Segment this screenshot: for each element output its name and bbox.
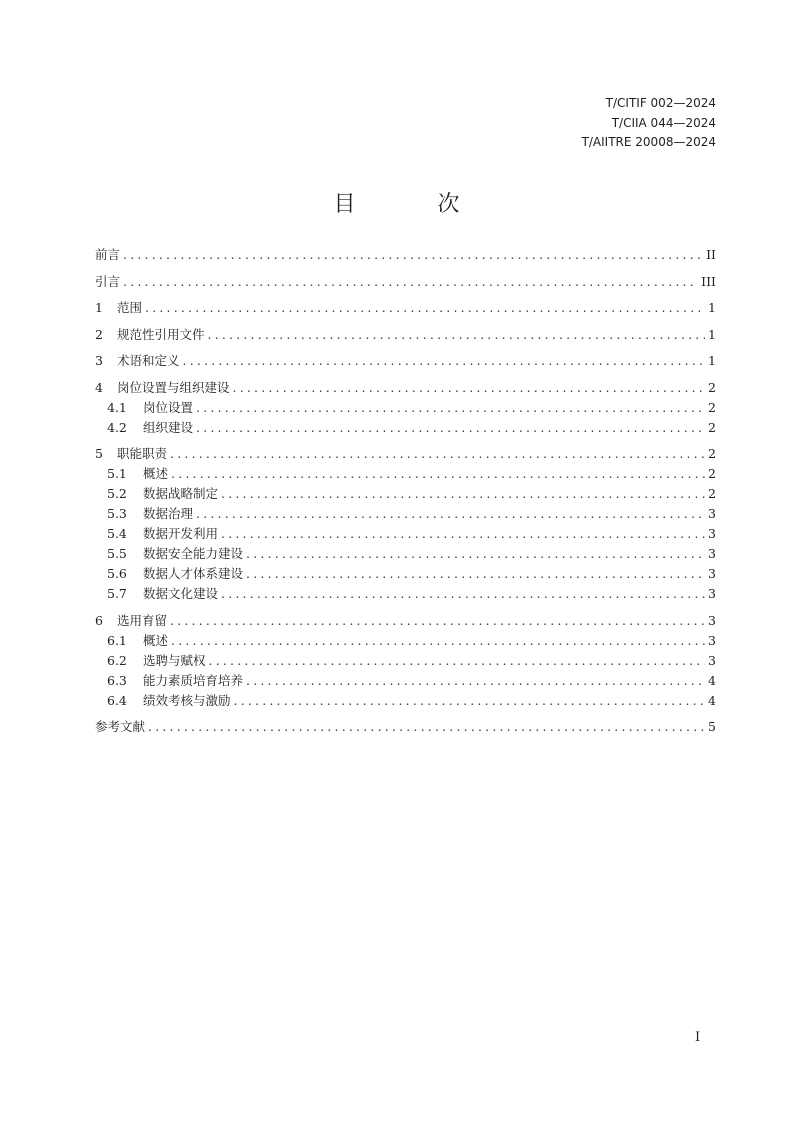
- toc-dot-leader: [208, 325, 706, 345]
- toc-entry-page: 1: [708, 300, 716, 315]
- toc-dot-leader: [246, 544, 705, 564]
- toc-entry[interactable]: [95, 464, 716, 484]
- toc-entry[interactable]: [95, 245, 716, 265]
- toc-entry-label: 职能职责: [117, 446, 168, 461]
- toc-entry-label: 概述: [143, 466, 169, 481]
- toc-dot-leader: [221, 584, 705, 604]
- toc-dot-leader: [171, 631, 705, 651]
- toc-entry-number: 1: [95, 300, 103, 315]
- toc-entry-number: 6.1: [107, 632, 127, 648]
- toc-entry-page: 1: [708, 353, 716, 368]
- toc-dot-leader: [233, 378, 706, 398]
- standard-codes: [582, 94, 716, 153]
- toc-entry[interactable]: [95, 398, 716, 418]
- toc-entry-number: 4.2: [107, 419, 127, 435]
- toc-entry[interactable]: [95, 611, 716, 631]
- toc-entry-page: 3: [708, 546, 716, 561]
- toc-dot-leader: [183, 351, 706, 371]
- toc-entry-label: 前言: [95, 247, 121, 262]
- standard-code: T/CIIA 044—2024: [611, 115, 716, 130]
- toc-entry-label: 绩效考核与激励: [143, 692, 231, 708]
- toc-entry[interactable]: [95, 524, 716, 544]
- toc-entry-label: 规范性引用文件: [117, 326, 205, 342]
- toc-entry-label: 选用育留: [117, 612, 168, 628]
- toc-dot-leader: [148, 717, 705, 737]
- toc-dot-leader: [246, 564, 705, 584]
- toc-entry-number: 4.1: [107, 399, 127, 415]
- toc-entry-label: 数据开发利用: [143, 526, 219, 541]
- toc-dot-leader: [221, 484, 705, 504]
- toc-entry-number: 5.4: [107, 526, 127, 541]
- toc-entry-label: 数据安全能力建设: [143, 546, 244, 561]
- toc-dot-leader: [234, 691, 706, 711]
- toc-entry[interactable]: [95, 564, 716, 584]
- toc-entry-page: 2: [708, 486, 716, 501]
- toc-entry-label: 引言: [95, 273, 121, 289]
- toc-entry-label: 数据文化建设: [143, 586, 219, 601]
- toc-entry-page: 3: [708, 612, 716, 628]
- toc-entry[interactable]: [95, 671, 716, 691]
- toc-dot-leader: [196, 504, 705, 524]
- toc-entry-page: 2: [708, 399, 716, 415]
- toc-entry-label: 术语和定义: [117, 353, 180, 368]
- page-number: I: [695, 1030, 701, 1045]
- toc-entry[interactable]: [95, 651, 716, 671]
- toc-entry-page: 1: [708, 326, 716, 342]
- toc-dot-leader: [145, 298, 705, 318]
- toc-entry[interactable]: [95, 544, 716, 564]
- toc-entry-number: 3: [95, 353, 103, 368]
- toc-entry[interactable]: [95, 351, 716, 371]
- toc-entry-label: 概述: [143, 632, 169, 648]
- toc-entry-number: 6.3: [107, 672, 127, 688]
- toc-entry-page: 3: [708, 652, 716, 668]
- toc-entry-page: 3: [708, 632, 716, 648]
- toc-entry-label: 岗位设置与组织建设: [117, 379, 230, 395]
- toc-entry-number: 5.1: [107, 466, 127, 481]
- toc-entry-page: 3: [708, 506, 716, 521]
- toc-entry-page: 5: [708, 719, 716, 734]
- toc-entry-page: 4: [708, 672, 716, 688]
- table-of-contents: [95, 245, 716, 737]
- page-title: 目 次: [333, 192, 490, 217]
- toc-dot-leader: [221, 524, 705, 544]
- toc-dot-leader: [196, 418, 705, 438]
- toc-entry-label: 数据战略制定: [143, 486, 219, 501]
- toc-entry-number: 5.6: [107, 566, 127, 581]
- toc-dot-leader: [123, 272, 698, 292]
- toc-entry[interactable]: [95, 584, 716, 604]
- toc-dot-leader: [123, 245, 703, 265]
- toc-entry[interactable]: [95, 691, 716, 711]
- toc-dot-leader: [196, 398, 705, 418]
- standard-code: T/CITIF 002—2024: [605, 96, 716, 110]
- toc-entry-page: II: [706, 247, 716, 262]
- toc-entry-label: 参考文献: [95, 719, 146, 734]
- toc-entry-label: 组织建设: [143, 419, 194, 435]
- toc-entry-number: 4: [95, 379, 103, 395]
- toc-entry-number: 6: [95, 612, 103, 628]
- toc-dot-leader: [246, 671, 705, 691]
- toc-entry[interactable]: [95, 631, 716, 651]
- toc-entry[interactable]: [95, 272, 716, 292]
- standard-code: T/AIITRE 20008—2024: [581, 135, 716, 149]
- toc-entry-label: 能力素质培育培养: [143, 672, 244, 688]
- toc-entry[interactable]: [95, 418, 716, 438]
- toc-entry-number: 5: [95, 446, 103, 461]
- toc-entry-page: 2: [708, 419, 716, 435]
- toc-entry-number: 6.4: [107, 692, 127, 708]
- toc-dot-leader: [170, 611, 705, 631]
- toc-dot-leader: [209, 651, 706, 671]
- toc-entry-label: 数据治理: [143, 506, 194, 521]
- toc-entry[interactable]: [95, 325, 716, 345]
- toc-dot-leader: [170, 444, 705, 464]
- toc-entry[interactable]: [95, 504, 716, 524]
- toc-entry[interactable]: [95, 444, 716, 464]
- toc-entry-page: 4: [708, 692, 716, 708]
- toc-entry-number: 2: [95, 326, 103, 342]
- toc-entry-page: 3: [708, 526, 716, 541]
- toc-entry-label: 范围: [117, 300, 143, 315]
- toc-entry-label: 岗位设置: [143, 399, 194, 415]
- toc-entry-label: 数据人才体系建设: [143, 566, 244, 581]
- toc-entry[interactable]: [95, 298, 716, 318]
- toc-entry-page: III: [701, 273, 716, 289]
- toc-entry-number: 5.2: [107, 486, 127, 501]
- toc-entry-number: 6.2: [107, 652, 127, 668]
- toc-entry-page: 2: [708, 379, 716, 395]
- toc-entry-number: 5.7: [107, 586, 127, 601]
- toc-entry-page: 2: [708, 466, 716, 481]
- toc-entry-page: 2: [708, 446, 716, 461]
- toc-dot-leader: [171, 464, 705, 484]
- toc-entry[interactable]: [95, 717, 716, 737]
- toc-entry[interactable]: [95, 484, 716, 504]
- toc-entry-page: 3: [708, 586, 716, 601]
- toc-entry-number: 5.5: [107, 546, 127, 561]
- toc-entry-page: 3: [708, 566, 716, 581]
- toc-entry-label: 选聘与赋权: [143, 652, 206, 668]
- toc-entry[interactable]: [95, 378, 716, 398]
- toc-entry-number: 5.3: [107, 506, 127, 521]
